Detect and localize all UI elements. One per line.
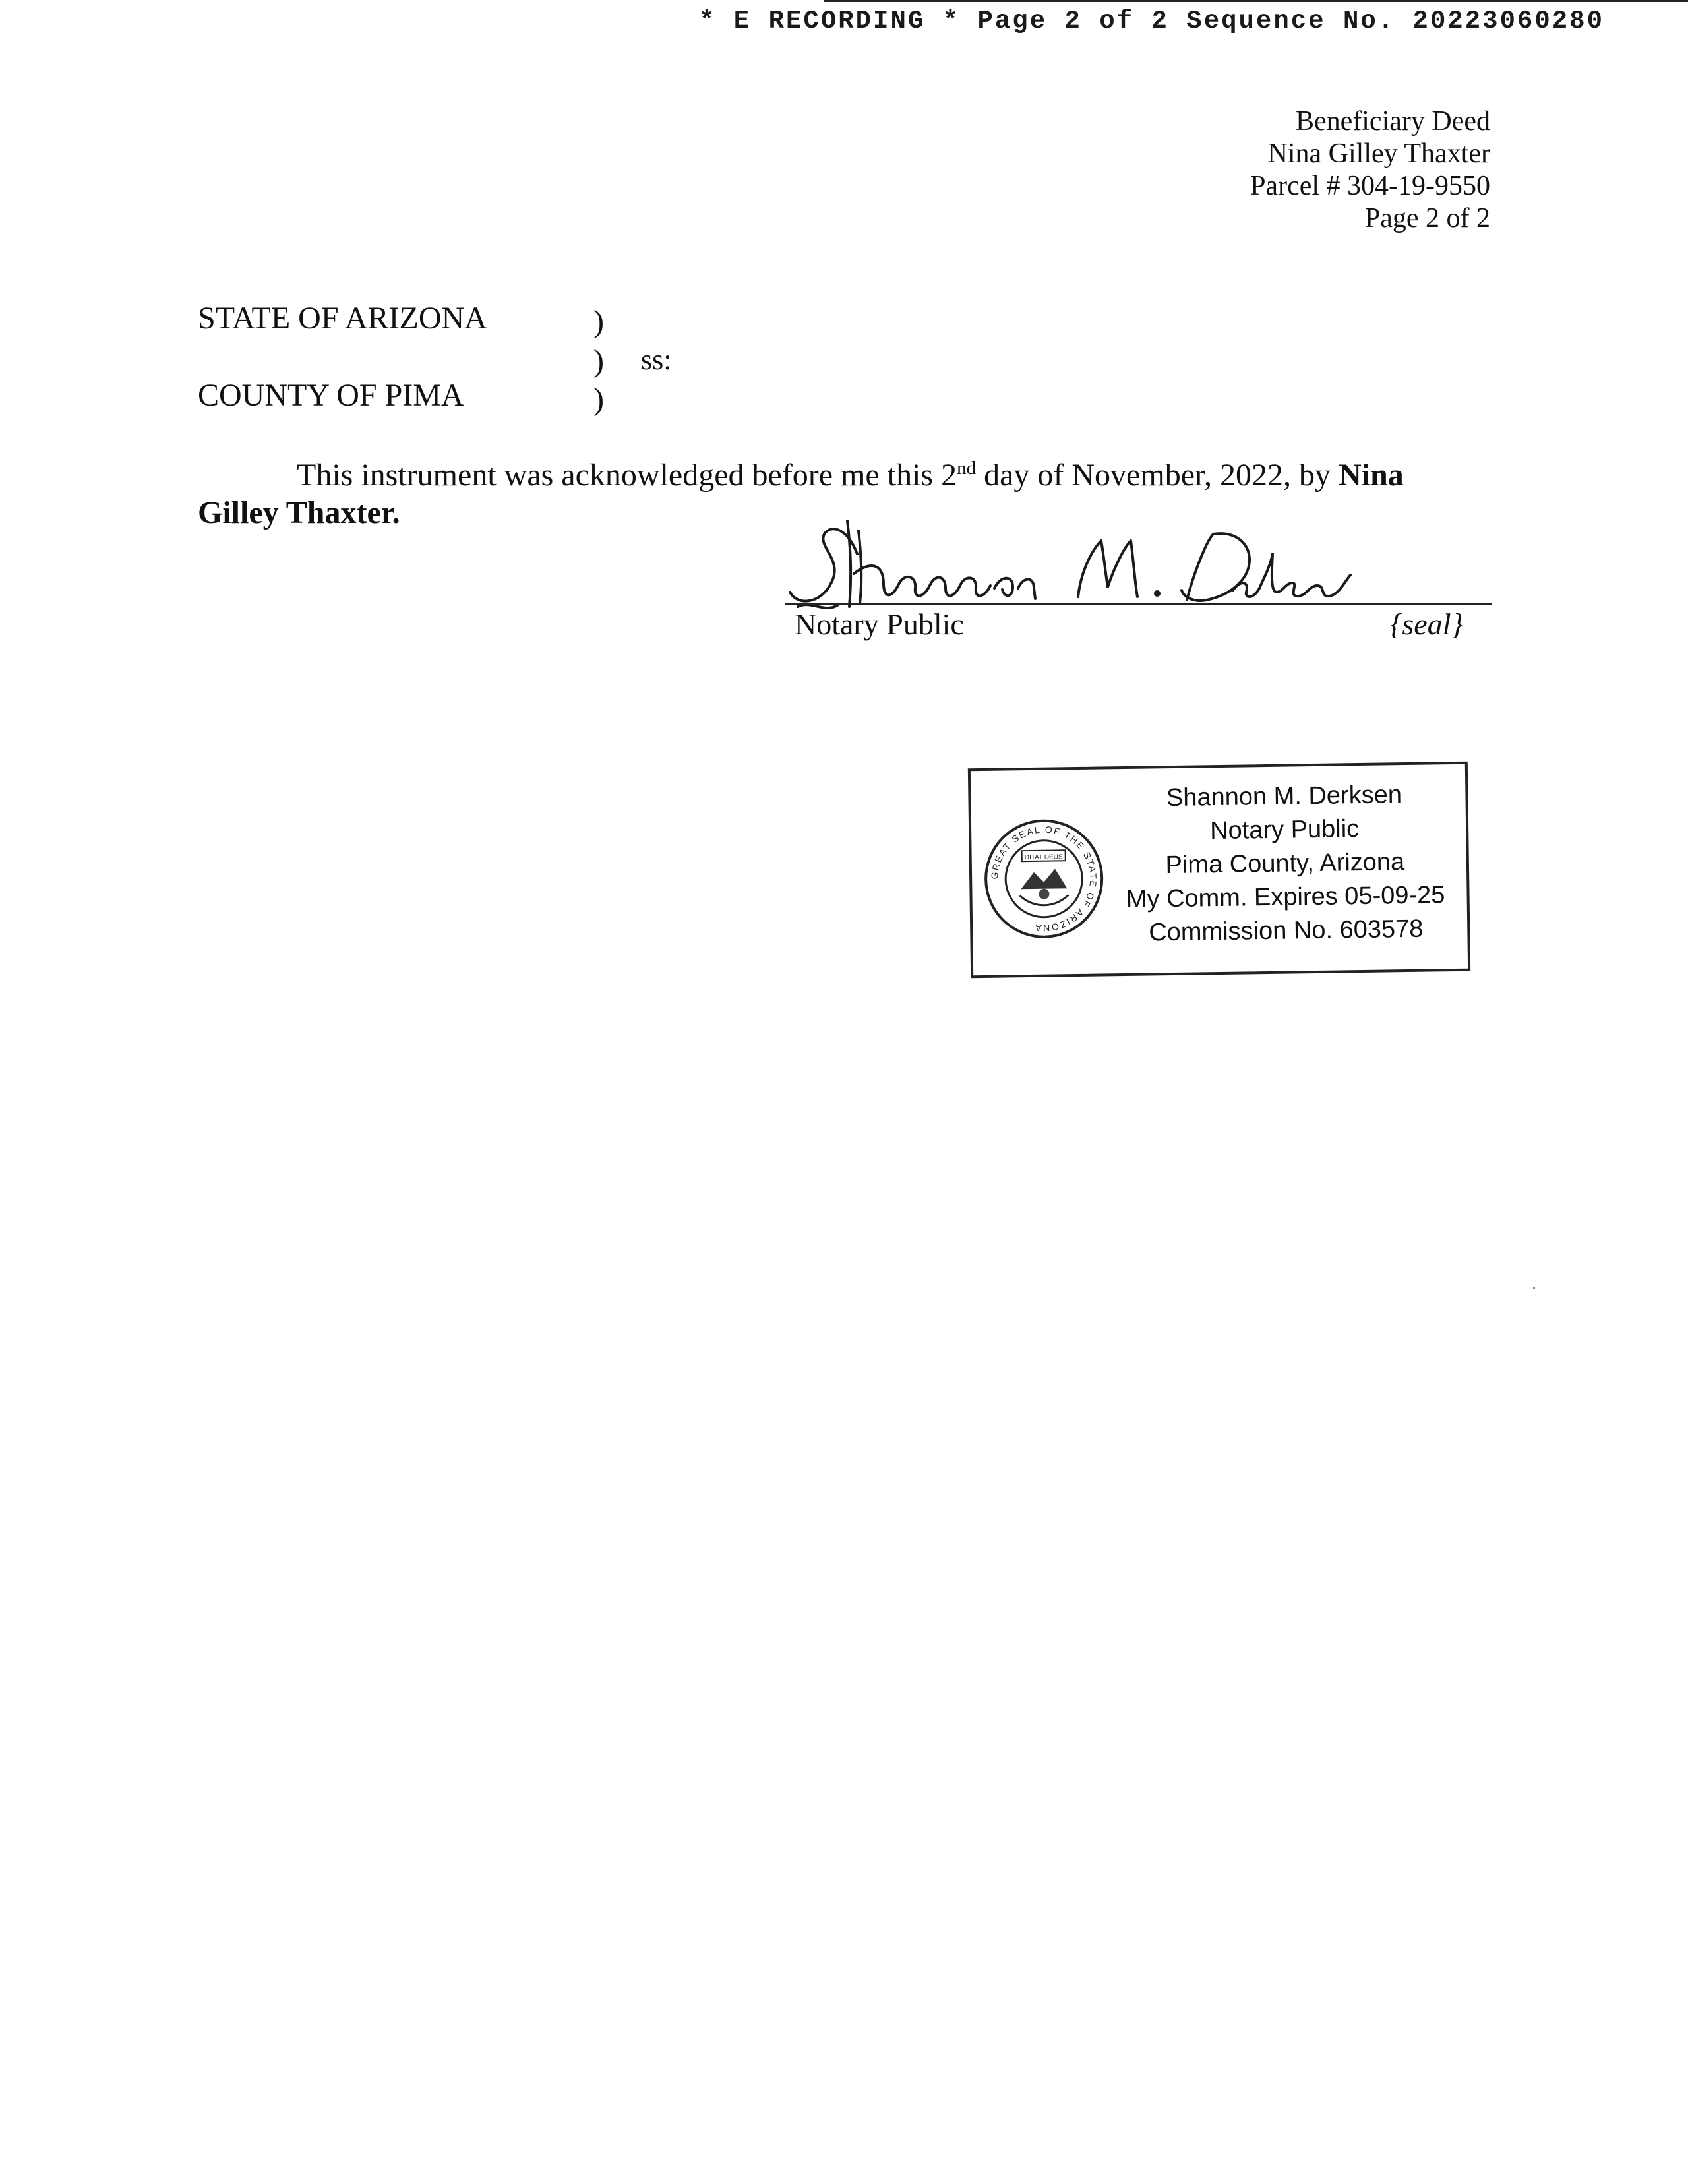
ack-signer-name: Nina Gilley Thaxter.: [198, 458, 1404, 530]
stamp-commission-number: Commission No. 603578: [1148, 915, 1424, 947]
top-rule: [824, 0, 1688, 2]
notary-public-label: Notary Public: [795, 607, 964, 641]
ack-text-before: This instrument was acknowledged before me this 2: [297, 458, 957, 493]
notary-stamp-text: [1106, 777, 1464, 951]
notary-signature: [785, 514, 1352, 613]
seal-motto: DITAT DEUS: [1024, 853, 1063, 862]
notary-stamp: [968, 762, 1470, 979]
seal-ring-text: GREAT SEAL OF THE STATE OF ARIZONA: [988, 824, 1099, 934]
doc-type: Beneficiary Deed: [1295, 106, 1490, 136]
venue-paren: ): [593, 304, 604, 339]
stamp-title: Notary Public: [1209, 815, 1360, 845]
venue-paren: ): [593, 344, 604, 379]
seal-placeholder: {seal}: [1390, 607, 1463, 641]
venue-county: COUNTY OF PIMA: [198, 378, 464, 413]
stamp-county: Pima County, Arizona: [1165, 848, 1405, 880]
stamp-expiration: My Comm. Expires 05-09-25: [1126, 881, 1445, 913]
stamp-notary-name: Shannon M. Derksen: [1166, 781, 1402, 812]
scan-speck: [1533, 1287, 1535, 1289]
venue-paren: ): [593, 382, 604, 417]
signature-line: [785, 603, 1492, 605]
recording-header: * E RECORDING * Page 2 of 2 Sequence No. 20223060280: [699, 7, 1604, 36]
ack-ordinal-suffix: nd: [957, 458, 977, 479]
ack-text-after: day of November, 2022, by: [976, 458, 1339, 493]
grantor-name: Nina Gilley Thaxter: [1267, 138, 1490, 169]
document-meta-block: [1250, 106, 1490, 235]
arizona-seal-icon: [980, 815, 1108, 942]
venue-ss: ss:: [641, 344, 672, 376]
page-number: Page 2 of 2: [1364, 203, 1490, 233]
venue-state: STATE OF ARIZONA: [198, 301, 487, 336]
parcel-number: Parcel # 304-19-9550: [1250, 171, 1490, 201]
